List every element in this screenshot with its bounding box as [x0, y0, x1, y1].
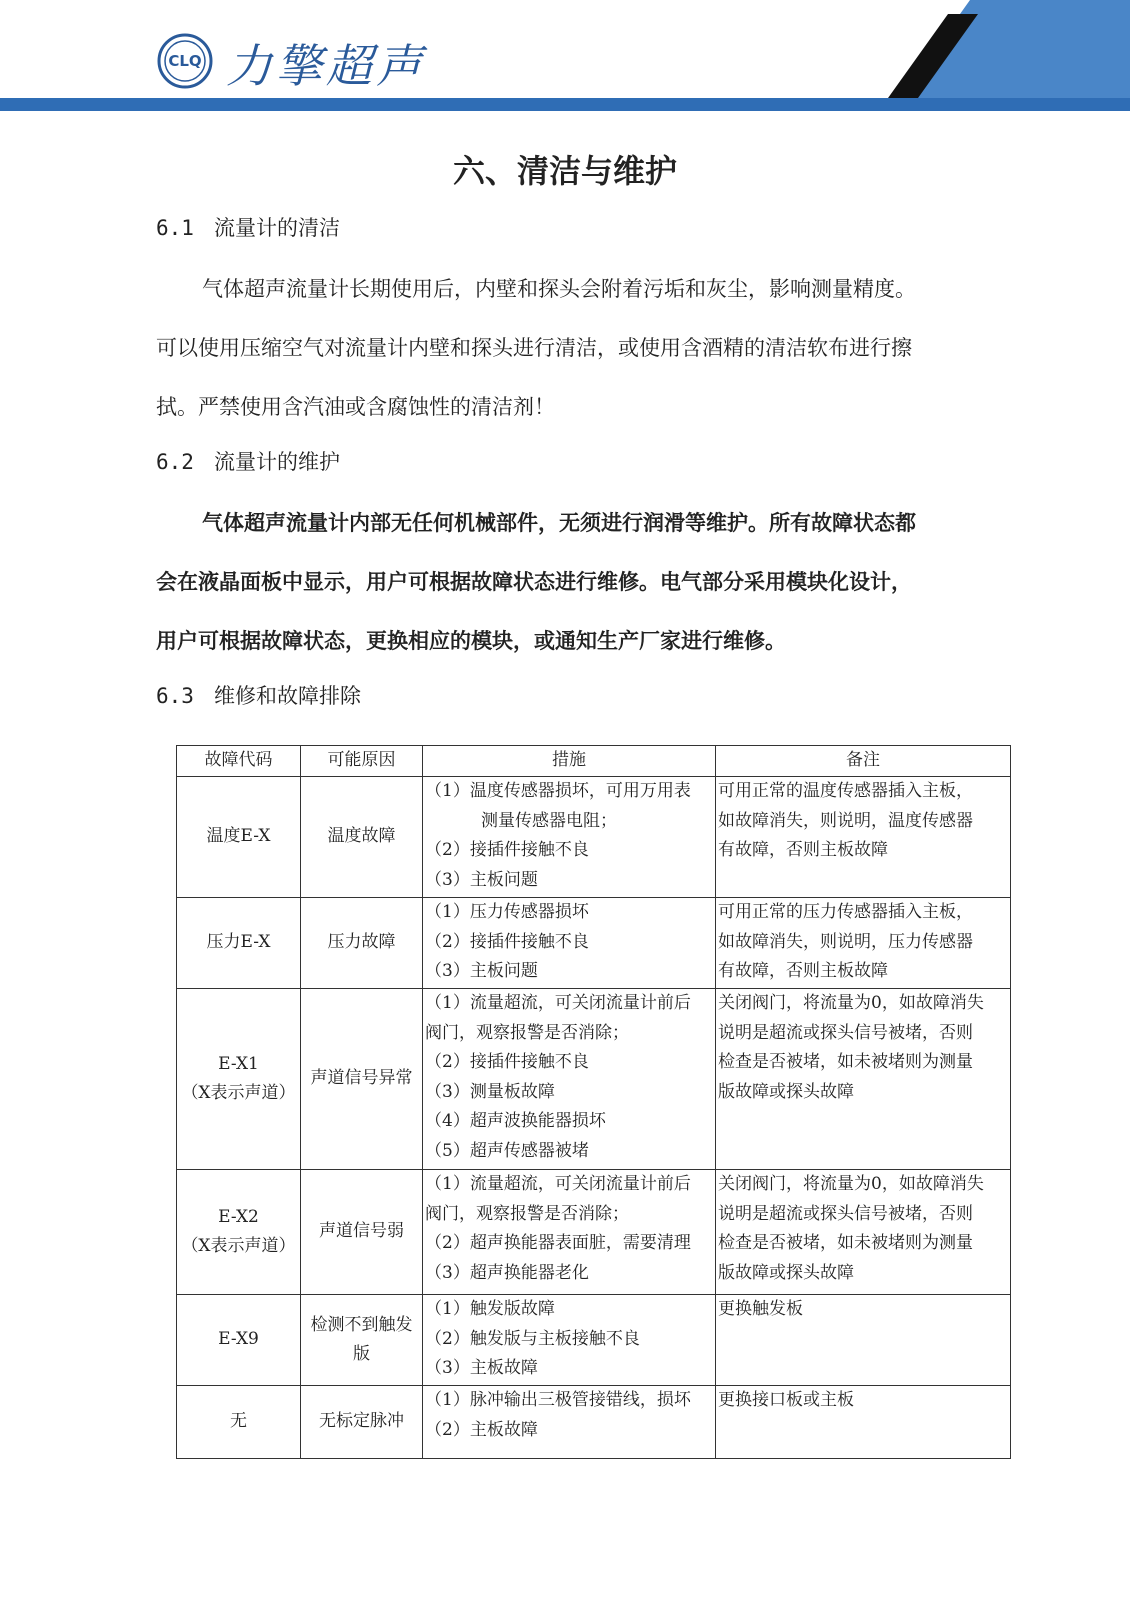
cell-line: 版故障或探头故障	[718, 1081, 854, 1102]
section-number: 6.1	[156, 216, 194, 240]
cell-line: 声道信号异常	[310, 1068, 413, 1089]
section-number: 6.3	[156, 684, 194, 708]
section-6-1-body	[156, 260, 986, 437]
cell-fault-code	[177, 898, 301, 989]
cell-line: （3）主板故障	[425, 1358, 538, 1378]
cell-note	[716, 989, 1011, 1170]
table-header-row	[177, 746, 1011, 777]
cell-fault-code	[177, 1295, 301, 1386]
company-logo-icon	[157, 33, 213, 89]
cell-line: 压力故障	[327, 932, 396, 953]
cell-measures	[423, 989, 716, 1170]
table-row	[177, 777, 1011, 898]
column-header: 备注	[716, 746, 1011, 777]
column-header: 措施	[423, 746, 716, 777]
cell-line: （2）主板故障	[425, 1419, 538, 1440]
cell-line: 声道信号弱	[319, 1221, 404, 1242]
cell-line: （3）主板问题	[425, 869, 538, 890]
paragraph-line: 气体超声流量计内部无任何机械部件，无须进行润滑等维护。所有故障状态都	[202, 511, 916, 535]
cell-line: 如故障消失，则说明，温度传感器	[718, 810, 973, 831]
cell-line: （1）温度传感器损坏，可用万用表	[425, 781, 691, 801]
section-6-2-body	[156, 494, 986, 671]
cell-line: （X表示声道）	[181, 1236, 296, 1256]
cell-line: （4）超声波换能器损坏	[425, 1111, 606, 1131]
table-body	[177, 777, 1011, 1459]
cell-line: 温度故障	[327, 826, 396, 847]
section-heading-6-1	[156, 212, 340, 242]
section-number: 6.2	[156, 450, 194, 474]
cell-line: 压力E-X	[206, 932, 271, 953]
cell-line: （3）测量板故障	[425, 1081, 555, 1102]
cell-line: 测量传感器电阻；	[481, 810, 617, 831]
cell-fault-code	[177, 989, 301, 1170]
cell-line: （2）触发版与主板接触不良	[425, 1328, 640, 1349]
cell-line: 阀门，观察报警是否消除；	[425, 1022, 629, 1043]
cell-line: 说明是超流或探头信号被堵，否则	[718, 1022, 973, 1043]
cell-measures	[423, 1295, 716, 1386]
cell-line: 有故障，否则主板故障	[718, 840, 888, 860]
column-header: 故障代码	[177, 746, 301, 777]
cell-line: E-X1	[218, 1053, 259, 1074]
section-title: 流量计的清洁	[214, 216, 340, 240]
cell-line: 如故障消失，则说明，压力传感器	[718, 931, 973, 952]
cell-line: 阀门，观察报警是否消除；	[425, 1203, 629, 1224]
cell-note	[716, 1170, 1011, 1295]
cell-line: 说明是超流或探头信号被堵，否则	[718, 1203, 973, 1224]
fault-table	[176, 745, 1011, 1459]
cell-line: （1）流量超流，可关闭流量计前后	[425, 1174, 691, 1194]
cell-line: 有故障，否则主板故障	[718, 961, 888, 981]
cell-line: （2）超声换能器表面脏，需要清理	[425, 1233, 691, 1253]
cell-line: 更换触发板	[718, 1299, 803, 1319]
cell-line: E-X2	[218, 1206, 259, 1227]
cell-line: （5）超声传感器被堵	[425, 1140, 589, 1161]
cell-line: （2）接插件接触不良	[425, 931, 589, 952]
cell-line: （3）超声换能器老化	[425, 1262, 589, 1283]
cell-line: 检查是否被堵，如未被堵则为测量	[718, 1052, 973, 1072]
cell-cause	[301, 1295, 423, 1386]
cell-line: 无标定脉冲	[319, 1411, 404, 1432]
cell-note	[716, 777, 1011, 898]
cell-line: 检测不到触发	[310, 1314, 413, 1335]
section-heading-6-3	[156, 680, 361, 710]
cell-line: （1）流量超流，可关闭流量计前后	[425, 993, 691, 1013]
cell-fault-code	[177, 777, 301, 898]
cell-line: （2）接插件接触不良	[425, 1052, 589, 1072]
cell-line: （1）脉冲输出三极管接错线，损坏	[425, 1390, 691, 1410]
table-row	[177, 1170, 1011, 1295]
cell-line: 关闭阀门，将流量为0，如故障消失	[718, 1174, 984, 1194]
paragraph-line: 可以使用压缩空气对流量计内壁和探头进行清洁，或使用含酒精的清洁软布进行擦	[156, 336, 912, 360]
brand-name: 力擎超声	[226, 39, 426, 93]
cell-note	[716, 1386, 1011, 1459]
page-header	[0, 0, 1130, 112]
table-row	[177, 1386, 1011, 1459]
section-title: 流量计的维护	[214, 450, 340, 474]
cell-cause	[301, 1170, 423, 1295]
cell-line: （3）主板问题	[425, 961, 538, 981]
cell-measures	[423, 777, 716, 898]
svg-text:CLQ: CLQ	[168, 52, 202, 70]
table-row	[177, 898, 1011, 989]
cell-line: 更换接口板或主板	[718, 1390, 854, 1410]
cell-line: 温度E-X	[206, 826, 271, 847]
cell-line: 检查是否被堵，如未被堵则为测量	[718, 1233, 973, 1253]
cell-line: 版故障或探头故障	[718, 1262, 854, 1283]
paragraph-line: 用户可根据故障状态，更换相应的模块，或通知生产厂家进行维修。	[156, 629, 786, 653]
cell-line: （1）压力传感器损坏	[425, 902, 589, 922]
cell-line: （1）触发版故障	[425, 1299, 555, 1319]
page-title: 六、清洁与维护	[452, 152, 677, 190]
cell-line: 可用正常的温度传感器插入主板，	[718, 781, 973, 801]
cell-line: 版	[353, 1344, 370, 1364]
cell-cause	[301, 777, 423, 898]
cell-cause	[301, 1386, 423, 1459]
cell-measures	[423, 1170, 716, 1295]
paragraph-line: 会在液晶面板中显示，用户可根据故障状态进行维修。电气部分采用模块化设计，	[156, 570, 912, 594]
section-heading-6-2	[156, 446, 340, 476]
cell-cause	[301, 989, 423, 1170]
cell-line: 可用正常的压力传感器插入主板，	[718, 902, 973, 922]
column-header: 可能原因	[301, 746, 423, 777]
cell-note	[716, 898, 1011, 989]
paragraph-line: 气体超声流量计长期使用后，内壁和探头会附着污垢和灰尘，影响测量精度。	[202, 277, 916, 301]
header-rule	[0, 98, 1130, 111]
cell-note	[716, 1295, 1011, 1386]
cell-measures	[423, 1386, 716, 1459]
cell-fault-code	[177, 1386, 301, 1459]
table-row	[177, 989, 1011, 1170]
table-row	[177, 1295, 1011, 1386]
paragraph-line: 拭。严禁使用含汽油或含腐蚀性的清洁剂！	[156, 395, 555, 419]
cell-line: 无	[230, 1411, 247, 1432]
cell-fault-code	[177, 1170, 301, 1295]
cell-line: E-X9	[218, 1329, 259, 1350]
section-title: 维修和故障排除	[214, 684, 361, 708]
cell-cause	[301, 898, 423, 989]
cell-line: （2）接插件接触不良	[425, 840, 589, 860]
cell-line: 关闭阀门，将流量为0，如故障消失	[718, 993, 984, 1013]
cell-measures	[423, 898, 716, 989]
cell-line: （X表示声道）	[181, 1083, 296, 1103]
